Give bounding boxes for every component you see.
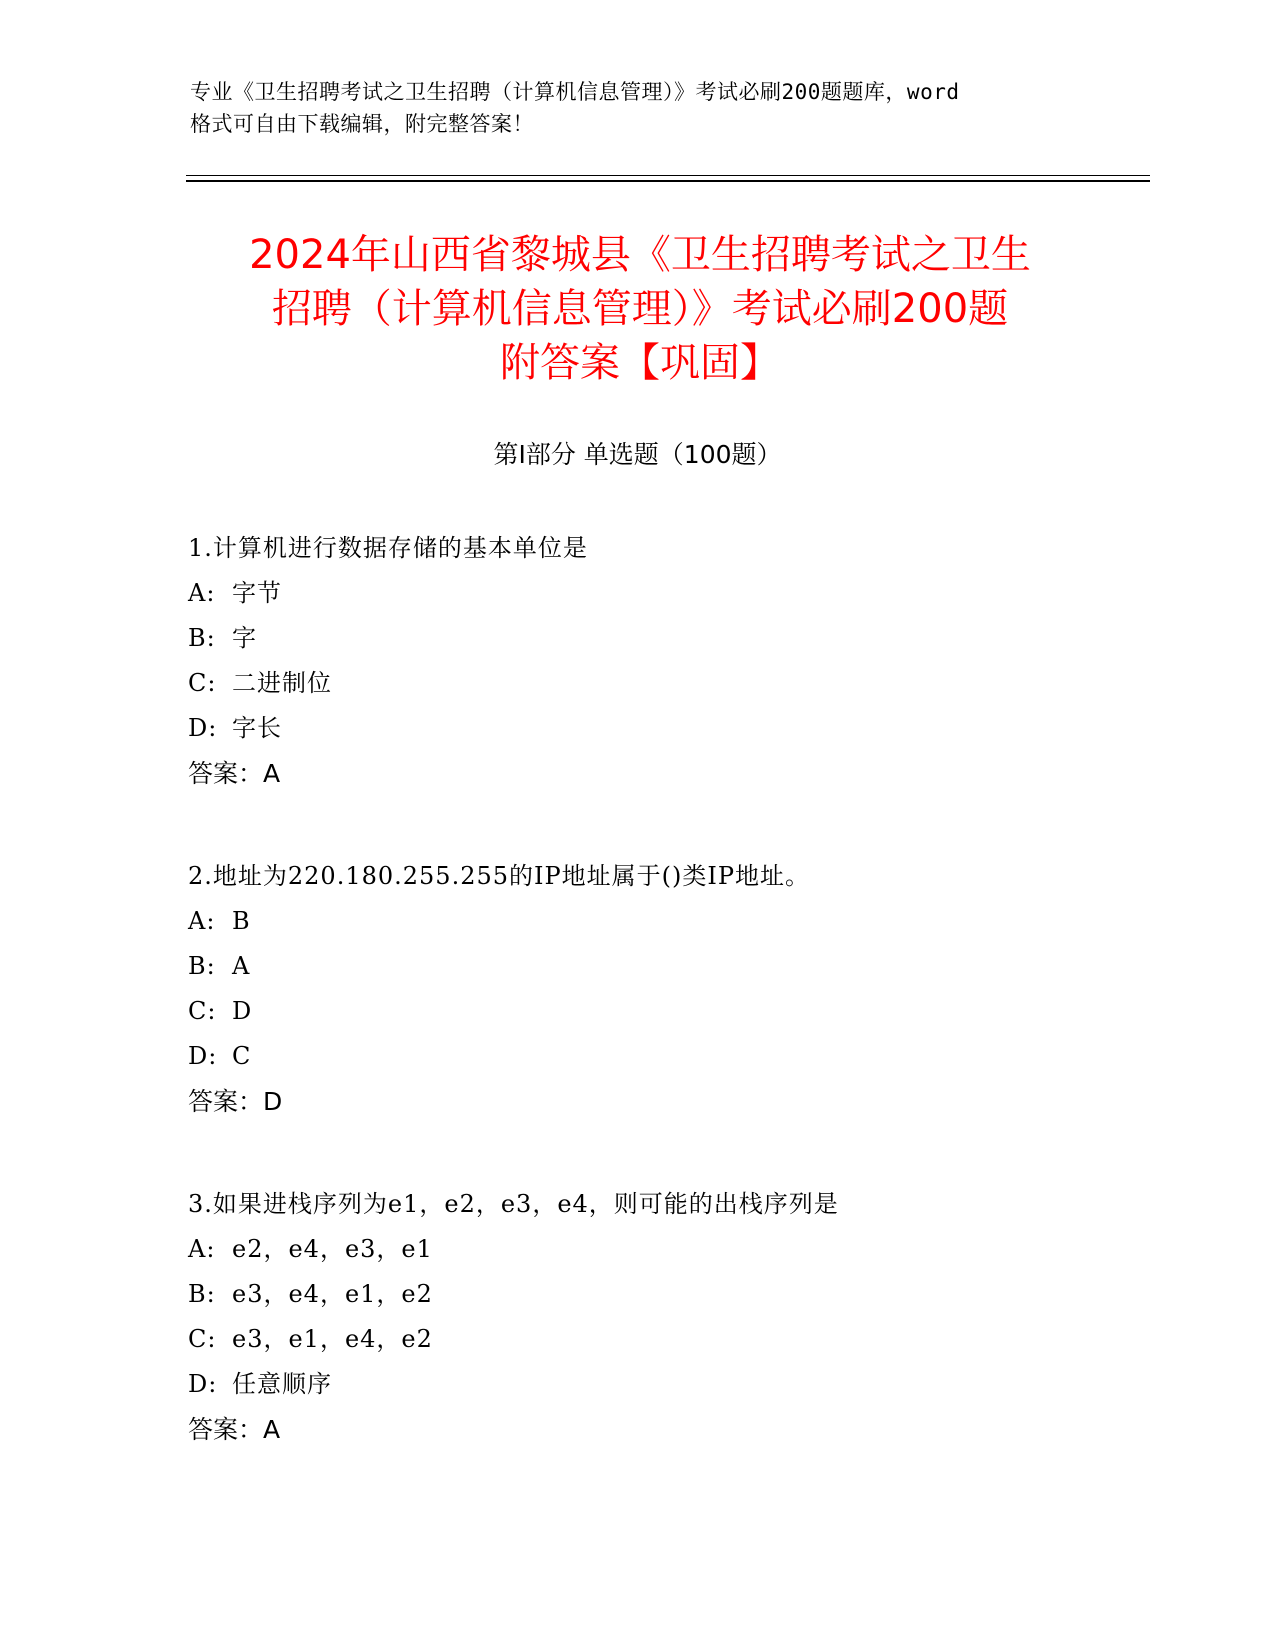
option-c xyxy=(188,661,1138,706)
option-text: C xyxy=(232,1042,252,1070)
option-text: B xyxy=(232,907,251,935)
answer-value: A xyxy=(263,1415,281,1444)
option-text: 任意顺序 xyxy=(232,1370,332,1398)
option-a xyxy=(188,571,1138,616)
answer xyxy=(188,1079,1138,1124)
option-key: D: xyxy=(188,714,218,742)
option-text: 字长 xyxy=(232,714,282,742)
question-list xyxy=(188,526,1138,1510)
option-text: e3，e1，e4，e2 xyxy=(232,1325,433,1353)
header-divider-thin xyxy=(186,175,1150,176)
question-2 xyxy=(188,854,1138,1124)
option-text: e3，e4，e1，e2 xyxy=(232,1280,433,1308)
option-key: C: xyxy=(188,1325,217,1353)
option-text: 二进制位 xyxy=(232,669,332,697)
answer xyxy=(188,751,1138,796)
header-note xyxy=(190,76,1110,140)
question-stem: 2.地址为220.180.255.255的IP地址属于()类IP地址。 xyxy=(188,862,811,890)
header-note-line-1: 专业《卫生招聘考试之卫生招聘（计算机信息管理）》考试必刷200题题库，word xyxy=(190,80,960,104)
option-key: C: xyxy=(188,669,217,697)
option-text: A xyxy=(232,952,251,980)
document-title-line-2: 招聘（计算机信息管理）》考试必刷200题 xyxy=(271,286,1009,332)
option-key: B: xyxy=(188,624,216,652)
option-d xyxy=(188,706,1138,751)
option-key: B: xyxy=(188,1280,216,1308)
option-key: A: xyxy=(188,1235,216,1263)
option-key: A: xyxy=(188,907,216,935)
document-title xyxy=(160,228,1120,390)
option-a xyxy=(188,899,1138,944)
option-key: D: xyxy=(188,1042,218,1070)
option-c xyxy=(188,989,1138,1034)
option-c xyxy=(188,1317,1138,1362)
answer-label: 答案： xyxy=(188,1087,264,1116)
option-b xyxy=(188,1272,1138,1317)
answer-label: 答案： xyxy=(188,759,264,788)
question-stem: 1.计算机进行数据存储的基本单位是 xyxy=(188,534,588,562)
option-key: A: xyxy=(188,579,216,607)
option-text: 字 xyxy=(232,624,257,652)
answer xyxy=(188,1407,1138,1452)
option-d xyxy=(188,1034,1138,1079)
header-divider-thick xyxy=(186,180,1150,182)
answer-label: 答案： xyxy=(188,1415,264,1444)
section-heading: 第I部分 单选题（100题） xyxy=(493,440,782,469)
option-key: B: xyxy=(188,952,216,980)
answer-value: A xyxy=(263,759,281,788)
option-d xyxy=(188,1362,1138,1407)
option-a xyxy=(188,1227,1138,1272)
header-note-line-2: 格式可自由下载编辑，附完整答案！ xyxy=(190,112,534,136)
document-title-line-3: 附答案【巩固】 xyxy=(500,340,780,386)
document-title-line-1: 2024年山西省黎城县《卫生招聘考试之卫生 xyxy=(249,232,1031,278)
option-text: e2，e4，e3，e1 xyxy=(232,1235,433,1263)
option-key: D: xyxy=(188,1370,218,1398)
option-b xyxy=(188,616,1138,661)
option-text: 字节 xyxy=(232,579,282,607)
option-key: C: xyxy=(188,997,217,1025)
option-b xyxy=(188,944,1138,989)
answer-value: D xyxy=(263,1087,283,1116)
question-1 xyxy=(188,526,1138,796)
question-3 xyxy=(188,1182,1138,1452)
question-stem: 3.如果进栈序列为e1，e2，e3，e4，则可能的出栈序列是 xyxy=(188,1190,839,1218)
option-text: D xyxy=(232,997,253,1025)
